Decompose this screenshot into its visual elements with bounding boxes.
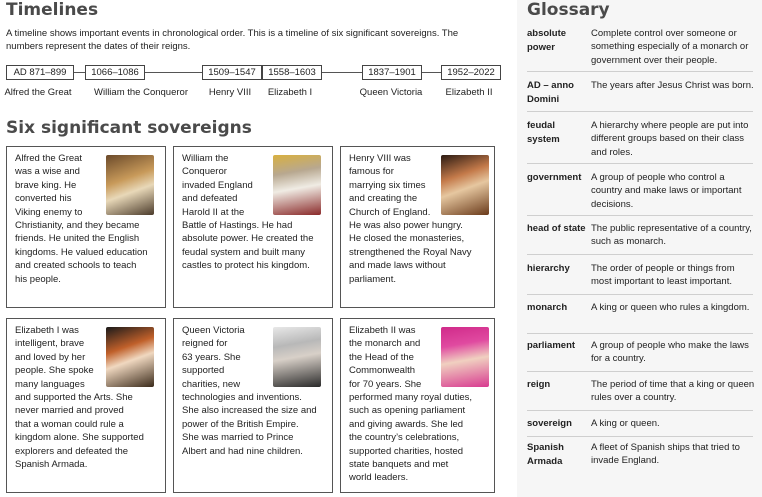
sovereign-card-text: Elizabeth II was the monarch and the Head of the Commonwealth for 70 years. She performed many royal duties, such as opening parliament and giving awards. She led the country’s celebrations, supported charities, hosted state banquets and met world leaders. bbox=[349, 325, 473, 484]
timeline-name-william: William the Conqueror bbox=[94, 87, 188, 98]
glossary-term: hierarchy bbox=[527, 263, 570, 274]
glossary-term: monarch bbox=[527, 302, 568, 313]
timeline-name-alfred: Alfred the Great bbox=[4, 87, 72, 98]
glossary-term: sovereign bbox=[527, 418, 572, 429]
timeline-date-alfred: AD 871–899 bbox=[6, 65, 74, 80]
portrait-elizabeth-i-icon bbox=[106, 327, 154, 387]
glossary-term: head of state bbox=[527, 223, 586, 234]
sovereign-card-text: Elizabeth I was intelligent, brave and loved by her people. She spoke many languages and supported the Arts. She never married and proved that a woman could rule a kingdom alone. She supported explorers and defeated the Spanish Armada. bbox=[15, 325, 144, 471]
glossary-term: reign bbox=[527, 379, 551, 390]
glossary-term: feudal system bbox=[527, 120, 560, 145]
sovereign-card-text: Queen Victoria reigned for 63 years. She supported charities, new technologies and inventions. She also increased the size and power of the British Empire. She was married to Prince Albert and had nine children. bbox=[182, 325, 317, 457]
sovereign-card-victoria bbox=[173, 318, 333, 493]
glossary-term: government bbox=[527, 172, 582, 183]
glossary-entry bbox=[527, 417, 753, 437]
sovereign-card-alfred bbox=[6, 146, 166, 308]
sovereign-card-william bbox=[173, 146, 333, 308]
sovereign-card-text: Alfred the Great was a wise and brave king. He converted his Viking enemy to Christianity, and they became friends. He united the English kingdoms. He valued education and created schools to teach his people. bbox=[15, 153, 148, 285]
glossary-entry bbox=[527, 441, 753, 473]
portrait-victoria-icon bbox=[273, 327, 321, 387]
glossary-entry bbox=[527, 301, 753, 334]
portrait-elizabeth-ii-icon bbox=[441, 327, 489, 387]
timeline-date-victoria: 1837–1901 bbox=[362, 65, 422, 80]
glossary-definition: A group of people who control a country and make laws or important decisions. bbox=[591, 172, 742, 210]
glossary-definition: The order of people or things from most important to least important. bbox=[591, 263, 735, 288]
glossary-definition: The public representative of a country, such as monarch. bbox=[591, 223, 752, 248]
glossary-heading: Glossary bbox=[527, 0, 610, 20]
glossary-term: Spanish Armada bbox=[527, 442, 564, 467]
timeline-intro: A timeline shows important events in chronological order. This is a timeline of six significant sovereigns. The numbers represent the dates of their reigns. bbox=[6, 28, 459, 52]
glossary-entry bbox=[527, 222, 753, 255]
glossary-entry bbox=[527, 119, 753, 164]
glossary-entry bbox=[527, 262, 753, 295]
timeline-name-elizabeth-i: Elizabeth I bbox=[267, 87, 313, 98]
glossary-term: AD – anno Domini bbox=[527, 80, 574, 105]
portrait-william-icon bbox=[273, 155, 321, 215]
glossary-entry bbox=[527, 339, 753, 372]
sovereign-card-text: Henry VIII was famous for marrying six times and creating the Church of England. He was also power hungry. He closed the monasteries, strengthened the Royal Navy and made laws without parliament. bbox=[349, 153, 472, 285]
sovereign-card-elizabeth-i bbox=[6, 318, 166, 493]
glossary-definition: A group of people who make the laws for a country. bbox=[591, 340, 749, 365]
glossary-term: parliament bbox=[527, 340, 576, 351]
glossary-entry bbox=[527, 171, 753, 216]
glossary-entry bbox=[527, 378, 753, 411]
timeline-date-elizabeth-ii: 1952–2022 bbox=[441, 65, 501, 80]
timelines-heading: Timelines bbox=[6, 0, 99, 20]
glossary-definition: A hierarchy where people are put into different groups based on their class and roles. bbox=[591, 120, 749, 158]
glossary-definition: The period of time that a king or queen rules over a country. bbox=[591, 379, 755, 404]
glossary-definition: A fleet of Spanish ships that tried to invade England. bbox=[591, 442, 740, 467]
glossary-term: absolute power bbox=[527, 28, 567, 53]
sovereigns-heading: Six significant sovereigns bbox=[6, 118, 252, 138]
glossary-definition: A king or queen. bbox=[591, 418, 660, 429]
timeline-date-william: 1066–1086 bbox=[85, 65, 145, 80]
portrait-alfred-icon bbox=[106, 155, 154, 215]
glossary-definition: The years after Jesus Christ was born. bbox=[591, 80, 754, 91]
sovereign-card-text: William the Conqueror invaded England and defeated Harold II at the Battle of Hastings. He had absolute power. He created the feudal system and built many castles to protect his kingdom. bbox=[182, 153, 314, 272]
timeline-date-elizabeth-i: 1558–1603 bbox=[262, 65, 322, 80]
timeline-name-elizabeth-ii: Elizabeth II bbox=[445, 87, 493, 98]
glossary-definition: Complete control over someone or something especially of a monarch or government over their people. bbox=[591, 28, 749, 66]
timeline-name-victoria: Queen Victoria bbox=[359, 87, 423, 98]
timeline-date-henry: 1509–1547 bbox=[202, 65, 262, 80]
glossary-entry bbox=[527, 27, 753, 72]
portrait-henry-icon bbox=[441, 155, 489, 215]
sovereign-card-henry bbox=[340, 146, 495, 308]
glossary-entry bbox=[527, 79, 753, 112]
glossary-definition: A king or queen who rules a kingdom. bbox=[591, 302, 750, 313]
sovereign-card-elizabeth-ii bbox=[340, 318, 495, 493]
timeline-name-henry: Henry VIII bbox=[208, 87, 252, 98]
